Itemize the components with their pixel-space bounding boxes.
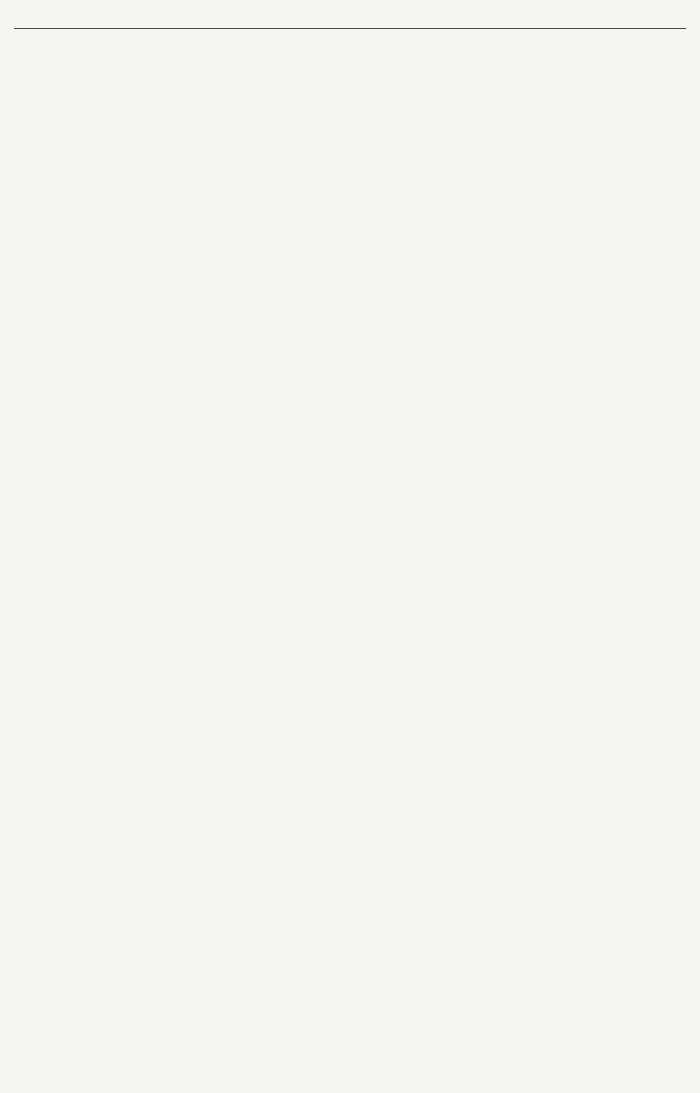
header-rule bbox=[14, 28, 686, 29]
table-header bbox=[18, 32, 690, 132]
page-header bbox=[14, 6, 686, 28]
